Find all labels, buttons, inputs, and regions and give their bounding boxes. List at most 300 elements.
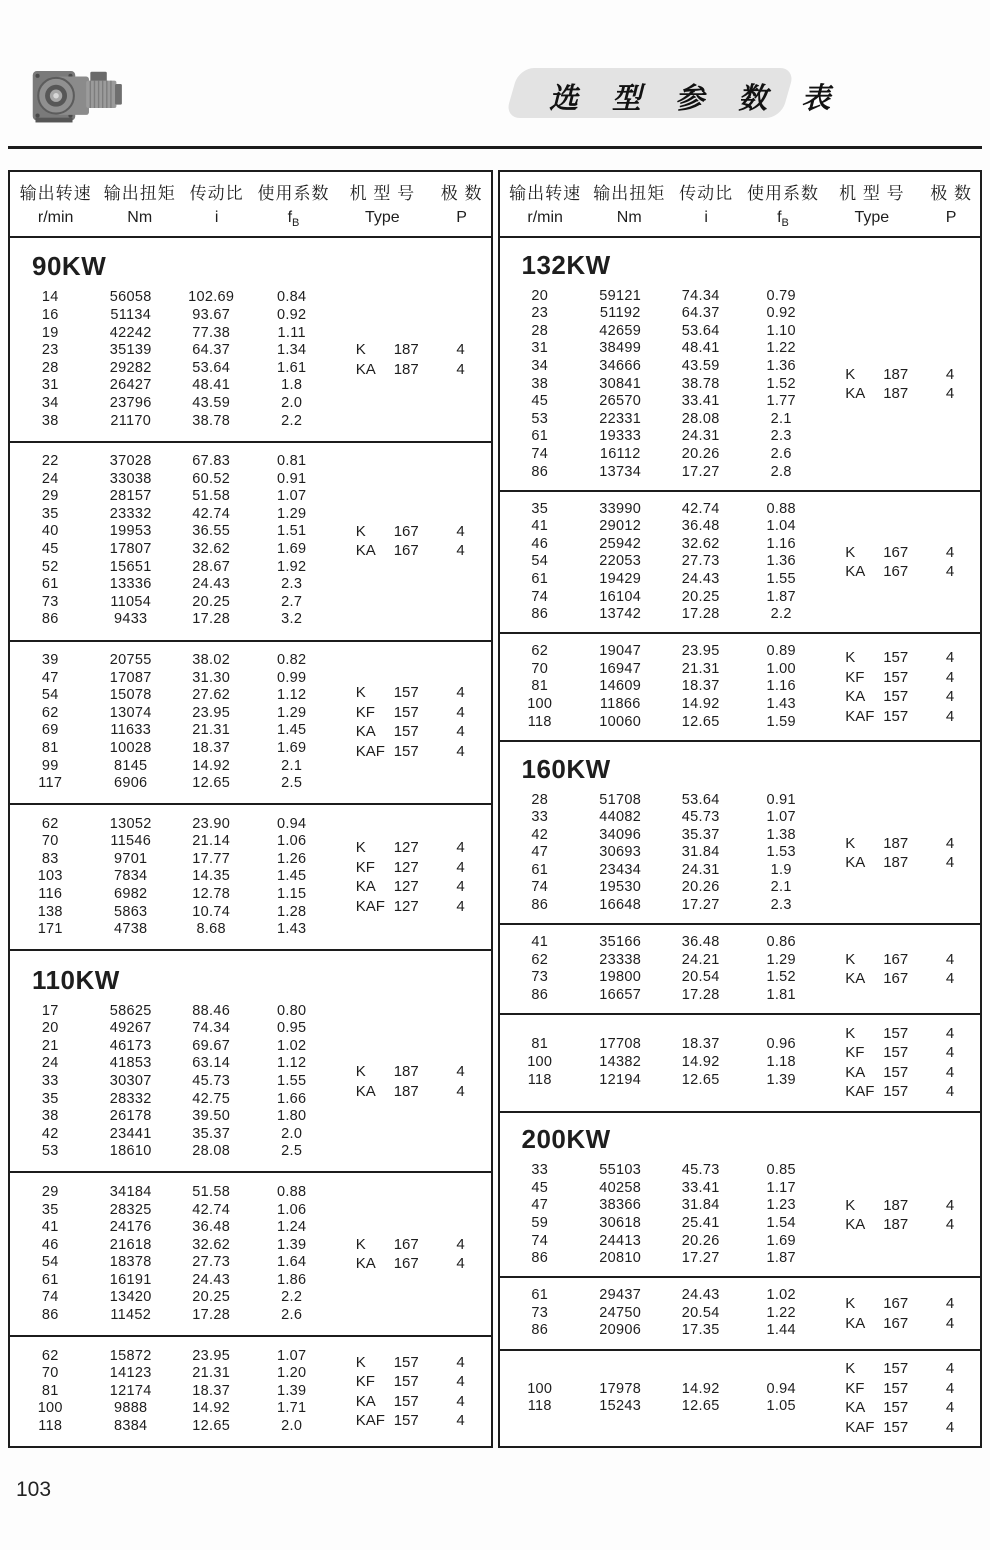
- service-factor-cell: 2.5: [281, 775, 303, 792]
- ratio-cell: 24.43: [681, 1287, 720, 1304]
- output-speed-cell: 81: [41, 1382, 59, 1399]
- output-torque-cell: 17978: [599, 1380, 642, 1397]
- service-factor-cell: 0.96: [766, 1036, 796, 1053]
- output-speed-cell: 35: [41, 1201, 59, 1218]
- service-factor-cell: 0.82: [276, 651, 307, 668]
- service-factor-cell: 1.87: [766, 1250, 796, 1267]
- table-row: [10, 395, 332, 413]
- power-block: [500, 1013, 981, 1110]
- table-row: [10, 559, 332, 577]
- output-torque-cell: 30618: [599, 1215, 642, 1231]
- gearmotor-photo: [30, 60, 126, 128]
- service-factor-cell: 2.3: [281, 576, 303, 593]
- model-number: 157: [883, 668, 909, 686]
- ratio-cell: 28.08: [681, 410, 720, 427]
- output-speed-cell: 19: [41, 324, 59, 341]
- service-factor-cell: 1.43: [276, 921, 307, 938]
- model-type-list: [821, 648, 980, 726]
- service-factor-cell: 1.80: [276, 1108, 307, 1125]
- output-speed-cell: 33: [531, 809, 549, 826]
- service-factor-cell: 1.29: [276, 704, 307, 721]
- output-speed-cell: 53: [531, 410, 549, 427]
- service-factor-cell: 1.22: [766, 340, 796, 357]
- table-row: [10, 1400, 332, 1418]
- output-torque-cell: 13052: [109, 815, 152, 832]
- ratio-cell: 20.25: [192, 1289, 231, 1306]
- model-prefix: K: [355, 522, 366, 540]
- power-block: [10, 1171, 491, 1335]
- column-header-model: 机 型 号 Type: [349, 183, 416, 226]
- power-section-title: 200KW: [521, 1124, 611, 1155]
- model-number: 167: [883, 1314, 909, 1332]
- ratio-cell: 38.78: [681, 375, 720, 392]
- table-row: [10, 1365, 332, 1383]
- output-torque-cell: 26427: [109, 377, 152, 394]
- model-number: 157: [883, 1379, 909, 1397]
- model-prefix: KF: [845, 668, 865, 686]
- block-body: [10, 652, 491, 793]
- poles-value: 4: [945, 1216, 955, 1233]
- model-number: 157: [883, 1360, 909, 1378]
- output-speed-cell: 42: [531, 826, 549, 843]
- model-type-list: [821, 1359, 980, 1437]
- model-number: 157: [883, 707, 909, 725]
- ratio-cell: 21.14: [192, 833, 231, 850]
- ratio-cell: 14.92: [681, 695, 720, 712]
- data-rows: [10, 816, 332, 939]
- output-speed-cell: 33: [531, 1162, 549, 1179]
- column-header-poles: 极 数 P: [440, 183, 483, 226]
- data-rows: [500, 1036, 822, 1089]
- output-torque-cell: 11633: [110, 722, 152, 739]
- table-row: [500, 1322, 822, 1340]
- ratio-cell: 20.25: [681, 588, 720, 605]
- ratio-cell: 67.83: [192, 453, 231, 470]
- poles-value: 4: [456, 1373, 465, 1391]
- right-table-header: [500, 172, 981, 238]
- ratio-cell: 32.62: [192, 541, 231, 558]
- ratio-cell: 45.73: [681, 1162, 720, 1179]
- model-prefix: KA: [845, 385, 866, 403]
- output-speed-cell: 74: [41, 1289, 59, 1306]
- poles-value: 4: [945, 688, 955, 706]
- column-header-torque: 输出扭矩 Nm: [593, 183, 666, 226]
- service-factor-cell: 1.8: [281, 377, 303, 394]
- left-table-blocks: [10, 238, 491, 1446]
- table-row: [10, 360, 332, 378]
- table-row: [500, 969, 822, 987]
- ratio-cell: 23.95: [192, 1347, 231, 1364]
- ratio-cell: 35.37: [681, 826, 720, 843]
- model-number: 157: [393, 1373, 419, 1391]
- output-torque-cell: 28332: [109, 1090, 152, 1107]
- output-speed-cell: 73: [531, 969, 549, 986]
- ratio-cell: 42.74: [192, 1201, 231, 1218]
- service-factor-cell: 1.39: [766, 1071, 796, 1088]
- output-speed-cell: 61: [531, 428, 549, 445]
- model-type-list: [332, 1062, 491, 1101]
- power-section-title: 132KW: [521, 249, 611, 280]
- output-torque-cell: 11054: [110, 593, 152, 610]
- model-type-row: [332, 1392, 491, 1412]
- output-torque-cell: 7834: [113, 868, 148, 885]
- output-speed-cell: 31: [531, 340, 549, 357]
- service-factor-cell: 1.52: [766, 969, 796, 986]
- table-row: [500, 1250, 822, 1268]
- table-row: [10, 307, 332, 325]
- ratio-cell: 38.78: [192, 412, 231, 429]
- output-torque-cell: 8145: [113, 757, 148, 774]
- table-row: [10, 1307, 332, 1325]
- parameter-tables: [8, 170, 982, 1448]
- output-torque-cell: 40258: [599, 1179, 642, 1196]
- poles-value: 4: [945, 1044, 955, 1062]
- poles-value: 4: [945, 950, 955, 968]
- power-block: [500, 1349, 981, 1446]
- service-factor-cell: 1.69: [276, 541, 307, 558]
- output-torque-cell: 9701: [113, 850, 148, 867]
- model-type-row: [821, 1418, 980, 1438]
- service-factor-cell: 0.95: [276, 1020, 307, 1037]
- output-torque-cell: 16947: [599, 660, 642, 677]
- table-row: [10, 1020, 332, 1038]
- model-type-row: [332, 838, 491, 858]
- output-torque-cell: 11866: [599, 695, 641, 712]
- output-speed-cell: 73: [531, 1304, 549, 1321]
- output-torque-cell: 21618: [109, 1236, 152, 1253]
- output-speed-cell: 29: [41, 1183, 59, 1200]
- ratio-cell: 23.95: [681, 643, 720, 660]
- ratio-cell: 53.64: [681, 791, 720, 808]
- output-speed-cell: 46: [531, 535, 549, 552]
- model-number: 127: [393, 878, 419, 896]
- model-number: 167: [883, 563, 909, 581]
- output-speed-cell: 70: [41, 833, 59, 850]
- model-prefix: KF: [355, 1373, 375, 1391]
- model-type-row: [332, 897, 491, 917]
- table-row: [500, 1398, 822, 1416]
- service-factor-cell: 1.64: [276, 1254, 307, 1271]
- ratio-cell: 32.62: [192, 1236, 231, 1253]
- output-speed-cell: 40: [41, 523, 59, 540]
- output-speed-cell: 34: [41, 395, 59, 412]
- model-prefix: KA: [845, 1216, 866, 1233]
- table-row: [10, 506, 332, 524]
- output-speed-cell: 70: [531, 660, 549, 677]
- model-type-row: [821, 1359, 980, 1379]
- ratio-cell: 17.28: [681, 986, 720, 1003]
- output-torque-cell: 24750: [599, 1304, 642, 1321]
- model-type-list: [821, 1024, 980, 1102]
- output-torque-cell: 17708: [599, 1036, 642, 1053]
- ratio-cell: 74.34: [681, 287, 720, 304]
- model-number: 157: [883, 649, 909, 667]
- model-type-row: [821, 950, 980, 970]
- service-factor-cell: 1.53: [766, 844, 796, 861]
- model-number: 187: [883, 365, 909, 383]
- model-prefix: KF: [355, 703, 375, 721]
- power-block: [10, 238, 491, 441]
- output-speed-cell: 100: [527, 1380, 553, 1397]
- output-speed-cell: 74: [531, 1232, 549, 1249]
- output-speed-cell: 61: [531, 861, 549, 878]
- service-factor-cell: 1.23: [766, 1197, 796, 1214]
- ratio-cell: 45.73: [681, 809, 720, 826]
- output-speed-cell: 86: [531, 1322, 549, 1339]
- output-speed-cell: 62: [41, 815, 59, 832]
- block-body: [500, 288, 981, 482]
- service-factor-cell: 1.17: [766, 1179, 796, 1196]
- ratio-cell: 74.34: [192, 1020, 231, 1037]
- table-row: [10, 1038, 332, 1056]
- power-block: [500, 740, 981, 924]
- model-type-list: [332, 340, 491, 379]
- service-factor-cell: 1.45: [276, 722, 307, 739]
- poles-value: 4: [945, 1063, 955, 1081]
- output-speed-cell: 61: [41, 576, 59, 593]
- output-torque-cell: 9433: [113, 611, 148, 628]
- service-factor-cell: 1.59: [766, 713, 796, 730]
- service-factor-cell: 1.55: [276, 1073, 307, 1090]
- service-factor-cell: 1.36: [766, 358, 796, 375]
- output-torque-cell: 19047: [599, 643, 642, 660]
- table-row: [500, 792, 822, 810]
- output-torque-cell: 15078: [109, 687, 152, 704]
- output-speed-cell: 118: [527, 1071, 552, 1088]
- ratio-cell: 21.31: [681, 660, 720, 677]
- model-type-row: [821, 562, 980, 582]
- output-speed-cell: 81: [531, 678, 549, 695]
- output-torque-cell: 34666: [599, 358, 642, 375]
- output-torque-cell: 21170: [110, 412, 152, 429]
- output-speed-cell: 45: [531, 393, 549, 410]
- data-rows: [500, 934, 822, 1004]
- service-factor-cell: 1.51: [276, 523, 307, 540]
- model-type-row: [332, 1062, 491, 1082]
- poles-value: 4: [945, 1024, 955, 1042]
- output-speed-cell: 74: [531, 588, 549, 605]
- service-factor-cell: 0.92: [766, 305, 796, 322]
- model-number: 157: [883, 1024, 909, 1042]
- service-factor-cell: 1.39: [276, 1236, 307, 1253]
- model-type-row: [332, 340, 491, 360]
- model-type-list: [332, 1235, 491, 1274]
- table-row: [500, 1287, 822, 1305]
- poles-value: 4: [945, 707, 955, 725]
- service-factor-cell: 1.11: [277, 324, 306, 341]
- service-factor-cell: 1.07: [766, 809, 796, 826]
- table-row: [500, 305, 822, 323]
- output-torque-cell: 8384: [113, 1417, 148, 1434]
- ratio-cell: 18.37: [192, 739, 231, 756]
- model-prefix: KAF: [355, 897, 385, 915]
- model-type-list: [821, 1294, 980, 1333]
- service-factor-cell: 1.69: [766, 1232, 796, 1249]
- output-speed-cell: 74: [531, 879, 549, 896]
- service-factor-cell: 1.77: [766, 393, 796, 410]
- column-header-poles: 极 数 P: [930, 183, 972, 226]
- model-number: 127: [393, 897, 419, 915]
- output-speed-cell: 54: [531, 553, 549, 570]
- block-body: [10, 816, 491, 939]
- table-row: [500, 862, 822, 880]
- output-torque-cell: 26570: [599, 393, 642, 410]
- output-torque-cell: 11452: [110, 1307, 152, 1324]
- output-torque-cell: 23441: [109, 1125, 152, 1142]
- table-row: [500, 897, 822, 915]
- table-row: [500, 952, 822, 970]
- model-type-row: [332, 877, 491, 897]
- poles-value: 4: [945, 1314, 955, 1332]
- model-number: 187: [883, 1196, 909, 1214]
- model-number: 157: [393, 1392, 419, 1410]
- model-prefix: KA: [845, 688, 866, 706]
- poles-value: 4: [456, 1235, 465, 1253]
- poles-value: 4: [945, 970, 955, 988]
- service-factor-cell: 2.0: [281, 1125, 303, 1142]
- model-type-list: [332, 522, 491, 561]
- poles-value: 4: [945, 854, 955, 872]
- table-row: [500, 678, 822, 696]
- ratio-cell: 35.37: [192, 1125, 231, 1142]
- model-type-row: [821, 853, 980, 873]
- output-torque-cell: 44082: [599, 809, 642, 826]
- service-factor-cell: 2.8: [770, 463, 792, 480]
- power-block: [500, 632, 981, 739]
- table-row: [10, 670, 332, 688]
- power-block: [10, 640, 491, 804]
- model-number: 157: [883, 1063, 909, 1081]
- ratio-cell: 20.26: [681, 1232, 720, 1249]
- data-rows: [10, 289, 332, 430]
- ratio-cell: 25.41: [681, 1215, 720, 1231]
- service-factor-cell: 3.2: [281, 611, 303, 628]
- model-prefix: KA: [845, 1399, 866, 1417]
- model-type-row: [332, 742, 491, 762]
- poles-value: 4: [945, 563, 955, 581]
- service-factor-cell: 1.45: [276, 868, 307, 885]
- output-torque-cell: 15651: [109, 558, 152, 575]
- table-row: [10, 904, 332, 922]
- output-speed-cell: 41: [531, 518, 549, 535]
- power-block: [500, 1276, 981, 1348]
- service-factor-cell: 1.55: [766, 570, 796, 587]
- service-factor-cell: 1.66: [276, 1090, 307, 1107]
- output-torque-cell: 23332: [109, 505, 152, 522]
- model-prefix: KA: [355, 878, 376, 896]
- output-speed-cell: 83: [41, 850, 59, 867]
- ratio-cell: 42.74: [681, 500, 720, 517]
- output-torque-cell: 16648: [599, 897, 642, 914]
- ratio-cell: 27.62: [192, 687, 231, 704]
- output-speed-cell: 81: [531, 1036, 549, 1053]
- service-factor-cell: 2.3: [770, 897, 792, 914]
- output-speed-cell: 38: [531, 375, 549, 392]
- ratio-cell: 32.62: [681, 535, 720, 552]
- page-number: 103: [16, 1478, 52, 1501]
- ratio-cell: 53.64: [192, 359, 231, 376]
- ratio-cell: 48.41: [192, 377, 231, 394]
- table-row: [10, 921, 332, 939]
- output-speed-cell: 116: [38, 885, 63, 902]
- poles-value: 4: [456, 1255, 465, 1273]
- ratio-cell: 12.65: [192, 775, 231, 792]
- page-title: 选 型 参 数 表: [549, 83, 844, 115]
- output-speed-cell: 24: [41, 470, 59, 487]
- power-block: [10, 1335, 491, 1446]
- table-row: [10, 740, 332, 758]
- service-factor-cell: 2.3: [770, 428, 792, 445]
- model-prefix: KA: [845, 1314, 866, 1332]
- service-factor-cell: 1.54: [766, 1215, 796, 1231]
- model-type-row: [332, 541, 491, 561]
- service-factor-cell: 1.71: [276, 1400, 307, 1417]
- service-factor-cell: 0.84: [276, 289, 307, 306]
- output-speed-cell: 86: [531, 986, 549, 1003]
- output-speed-cell: 54: [41, 1254, 59, 1271]
- output-speed-cell: 35: [531, 500, 549, 517]
- data-rows: [500, 792, 822, 915]
- service-factor-cell: 2.1: [770, 410, 792, 427]
- output-torque-cell: 29012: [599, 518, 642, 535]
- column-header-model: 机 型 号 Type: [839, 183, 905, 226]
- model-prefix: K: [845, 649, 856, 667]
- poles-value: 4: [456, 1063, 465, 1081]
- ratio-cell: 36.48: [192, 1219, 231, 1236]
- table-row: [500, 553, 822, 571]
- output-torque-cell: 11546: [110, 833, 152, 850]
- output-speed-cell: 86: [531, 897, 549, 914]
- ratio-cell: 17.28: [192, 1307, 231, 1324]
- column-header-torque: 输出扭矩 Nm: [103, 183, 176, 226]
- table-row: [10, 1003, 332, 1021]
- model-number: 167: [883, 543, 909, 561]
- model-prefix: KA: [845, 563, 866, 581]
- table-row: [10, 816, 332, 834]
- output-torque-cell: 23796: [109, 395, 152, 412]
- table-row: [10, 687, 332, 705]
- ratio-cell: 14.92: [681, 1054, 720, 1071]
- output-speed-cell: 22: [41, 453, 59, 470]
- ratio-cell: 31.30: [192, 669, 231, 686]
- output-torque-cell: 29437: [599, 1287, 642, 1304]
- table-row: [500, 1180, 822, 1198]
- ratio-cell: 60.52: [192, 470, 231, 487]
- model-type-list: [332, 683, 491, 761]
- model-prefix: KA: [355, 360, 376, 378]
- column-header-service-factor: 使用系数 $f_B$: [257, 183, 330, 230]
- poles-value: 4: [945, 834, 955, 852]
- table-row: [500, 1233, 822, 1251]
- model-prefix: KAF: [845, 1083, 875, 1101]
- table-row: [10, 325, 332, 343]
- output-torque-cell: 56058: [109, 289, 152, 306]
- data-rows: [500, 643, 822, 731]
- ratio-cell: 51.58: [192, 488, 231, 505]
- service-factor-cell: 0.79: [766, 287, 796, 304]
- left-table-panel: [8, 170, 493, 1448]
- table-row: [500, 661, 822, 679]
- table-row: [10, 1219, 332, 1237]
- output-torque-cell: 13742: [599, 606, 642, 623]
- ratio-cell: 53.64: [681, 322, 720, 339]
- model-prefix: KA: [355, 542, 376, 560]
- service-factor-cell: 1.07: [276, 1347, 307, 1364]
- output-speed-cell: 86: [41, 1307, 59, 1324]
- model-prefix: K: [355, 684, 366, 702]
- output-speed-cell: 52: [41, 558, 59, 575]
- model-type-row: [332, 1411, 491, 1431]
